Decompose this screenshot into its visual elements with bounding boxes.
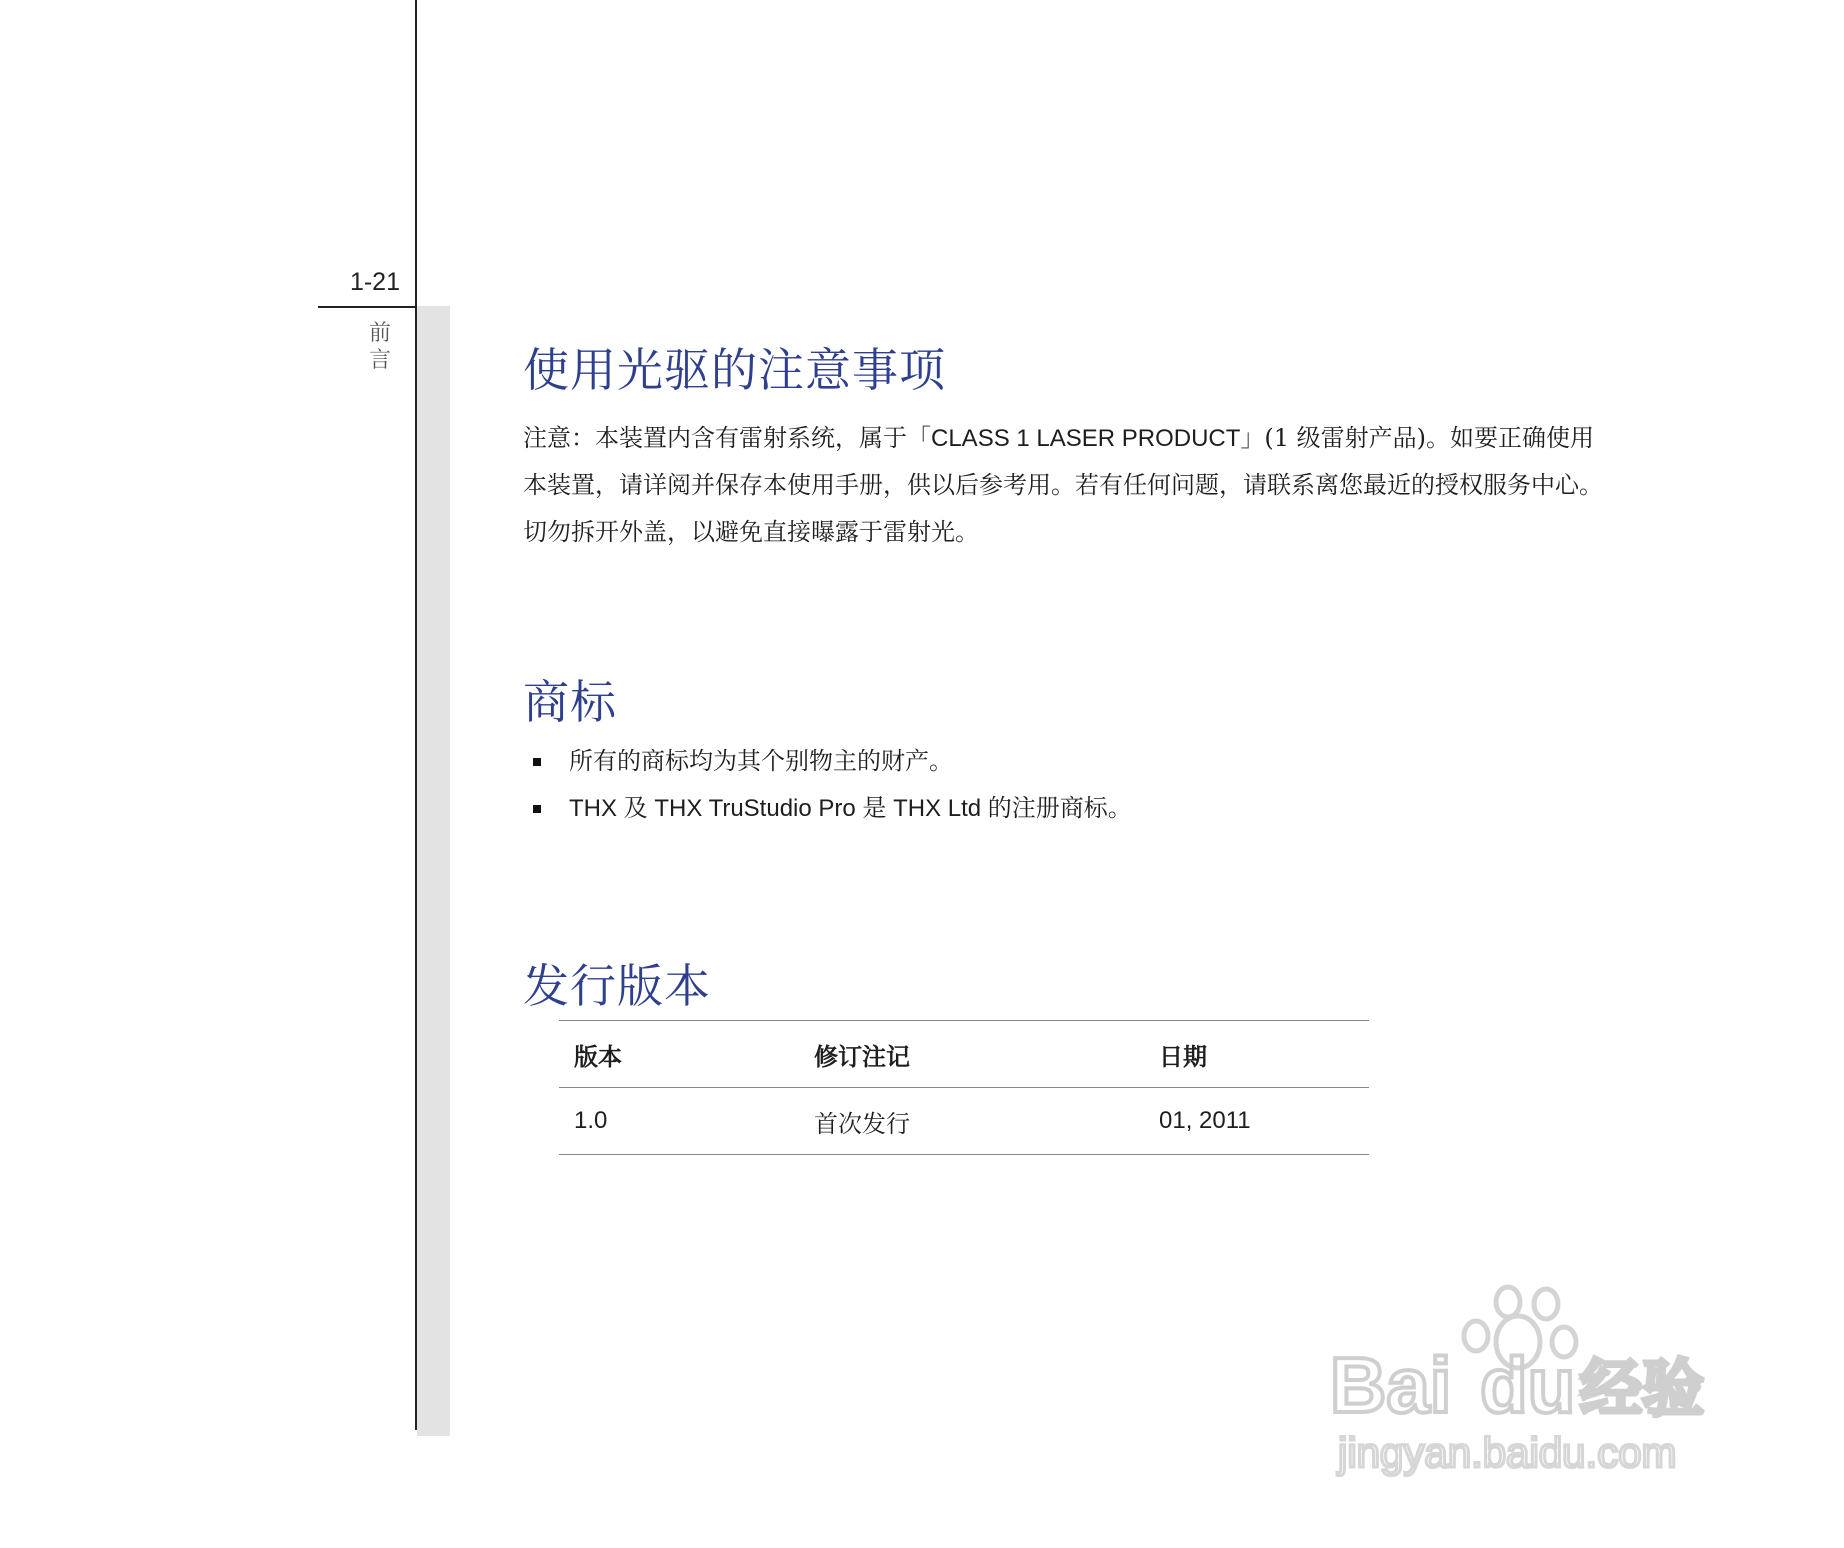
laser-paragraph bbox=[523, 415, 1703, 556]
laser-line-3: 切勿拆开外盖，以避免直接曝露于雷射光。 bbox=[523, 518, 979, 546]
laser-heading: 使用光驱的注意事项 bbox=[523, 343, 946, 397]
release-heading: 发行版本 bbox=[523, 959, 711, 1013]
paw-logo-icon bbox=[1318, 1282, 1758, 1482]
column-header-version: 版本 bbox=[559, 1021, 799, 1088]
laser-line-1: 注意：本装置内含有雷射系统，属于「CLASS 1 LASER PRODUCT」(1 级雷射产品)。如要正确使用 bbox=[523, 424, 1595, 452]
svg-text:Bai: Bai bbox=[1330, 1341, 1452, 1429]
trademark-heading: 商标 bbox=[523, 675, 617, 729]
list-item: THX 及 THX TruStudio Pro 是 THX Ltd 的注册商标。 bbox=[523, 785, 1132, 832]
table-row bbox=[559, 1088, 1369, 1155]
page-number: 1-21 bbox=[349, 268, 400, 296]
section-label: 前言 bbox=[368, 321, 391, 373]
svg-text:du: du bbox=[1480, 1341, 1576, 1429]
bullet-square-icon bbox=[533, 805, 541, 813]
bullet-square-icon bbox=[533, 758, 541, 766]
laser-line-2: 本装置，请详阅并保存本使用手册，供以后参考用。若有任何问题，请联系离您最近的授权服务中心。 bbox=[523, 471, 1603, 499]
column-header-date: 日期 bbox=[1144, 1021, 1369, 1088]
list-item: 所有的商标均为其个别物主的财产。 bbox=[523, 738, 1132, 785]
revision-table bbox=[559, 1020, 1369, 1155]
margin-gray-strip bbox=[417, 306, 450, 1436]
svg-text:经验: 经验 bbox=[1580, 1352, 1705, 1425]
table-header-row bbox=[559, 1021, 1369, 1088]
cell-date: 01, 2011 bbox=[1144, 1088, 1369, 1155]
trademark-list bbox=[523, 738, 1132, 832]
cell-notes: 首次发行 bbox=[799, 1088, 1144, 1155]
cell-version: 1.0 bbox=[559, 1088, 799, 1155]
margin-rule-horizontal bbox=[318, 306, 415, 308]
column-header-notes: 修订注记 bbox=[799, 1021, 1144, 1088]
baidu-jingyan-watermark bbox=[1318, 1282, 1758, 1482]
svg-text:jingyan.baidu.com: jingyan.baidu.com bbox=[1338, 1429, 1677, 1476]
